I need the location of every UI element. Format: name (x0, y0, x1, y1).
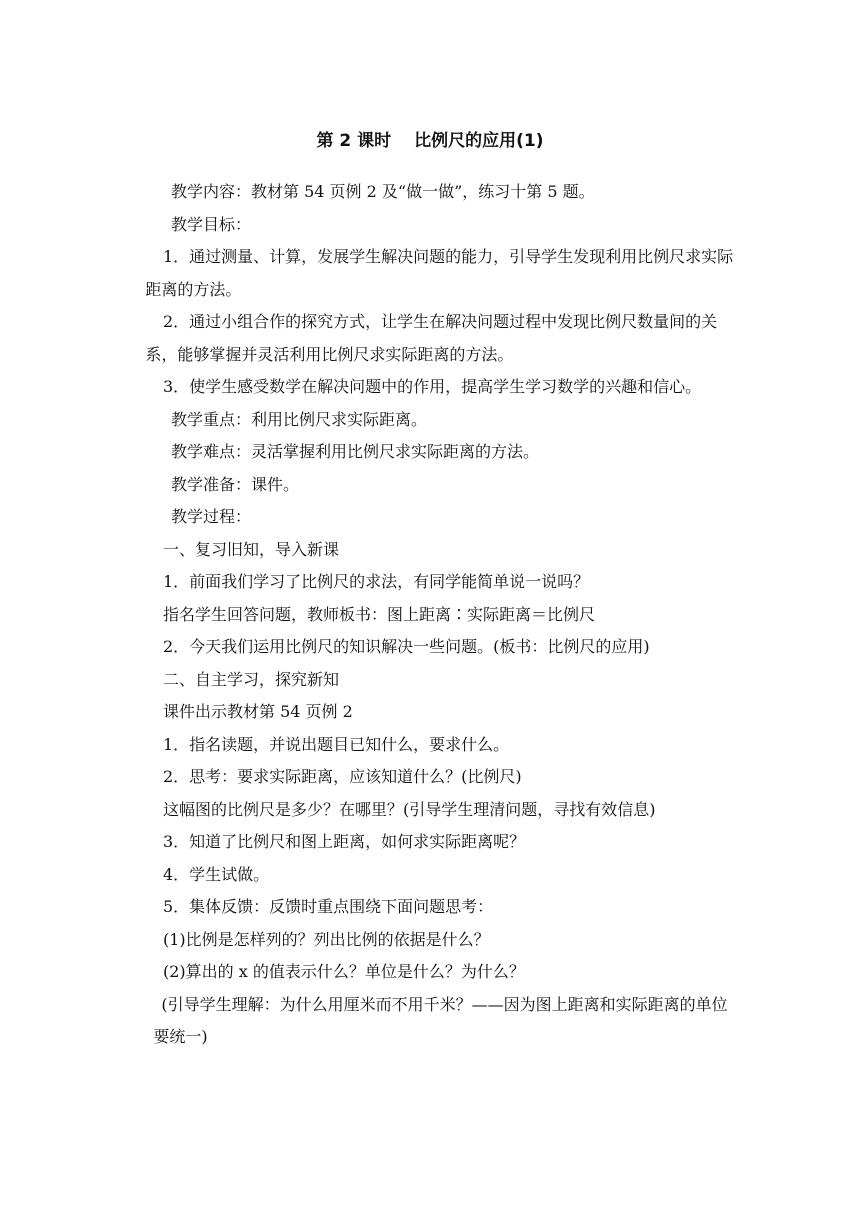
feedback-guidance: (引导学生理解：为什么用厘米而不用千米？——因为图上距离和实际距离的单位要统一) (153, 994, 728, 1046)
explore-step-1: 1．指名读题，并说出题目已知什么，要求什么。 (163, 734, 510, 754)
goal-3: 3．使学生感受数学在解决问题中的作用，提高学生学习数学的兴趣和信心。 (163, 377, 702, 396)
difficult-point: 教学难点：灵活掌握利用比例尺求实际距离的方法。 (171, 442, 540, 461)
explore-step-4: 4．学生试做。 (163, 864, 270, 884)
teaching-process-heading: 教学过程： (171, 507, 252, 526)
goal-1: 1．通过测量、计算，发展学生解决问题的能力，引导学生发现利用比例尺求实际距离的方法。 (145, 247, 734, 299)
lesson-title: 第 2 课时 比例尺的应用(1) (316, 131, 544, 151)
teaching-goals-heading: 教学目标： (171, 214, 252, 234)
section-1-heading: 一、复习旧知，导入新课 (163, 539, 340, 559)
lesson-body (145, 176, 743, 1054)
explore-step-2: 2．思考：要求实际距离，应该知道什么？(比例尺) (163, 767, 522, 786)
review-step-1-note: 指名学生回答问题，教师板书：图上距离∶实际距离＝比例尺 (163, 604, 596, 624)
feedback-question-1: (1)比例是怎样列的？列出比例的依据是什么？ (163, 929, 490, 949)
teaching-preparation: 教学准备：课件。 (171, 474, 300, 494)
review-step-2: 2．今天我们运用比例尺的知识解决一些问题。(板书：比例尺的应用) (163, 637, 650, 656)
goal-2: 2．通过小组合作的探究方式，让学生在解决问题过程中发现比例尺数量间的关系，能够掌握并灵活利用比例尺求实际距离的方法。 (145, 312, 718, 364)
explore-step-3: 3．知道了比例尺和图上距离，如何求实际距离呢？ (163, 832, 526, 851)
section-2-heading: 二、自主学习，探究新知 (163, 669, 340, 689)
explore-step-2-note: 这幅图的比例尺是多少？在哪里？(引导学生理清问题，寻找有效信息) (163, 799, 656, 819)
review-step-1: 1．前面我们学习了比例尺的求法，有同学能简单说一说吗？ (163, 572, 590, 591)
feedback-question-2: (2)算出的 x 的值表示什么？单位是什么？为什么？ (163, 962, 525, 981)
courseware-example: 课件出示教材第 54 页例 2 (163, 702, 353, 721)
teaching-content: 教学内容：教材第 54 页例 2 及“做一做”，练习十第 5 题。 (171, 182, 595, 201)
key-point: 教学重点：利用比例尺求实际距离。 (171, 409, 428, 429)
explore-step-5: 5．集体反馈：反馈时重点围绕下面问题思考： (163, 897, 494, 916)
